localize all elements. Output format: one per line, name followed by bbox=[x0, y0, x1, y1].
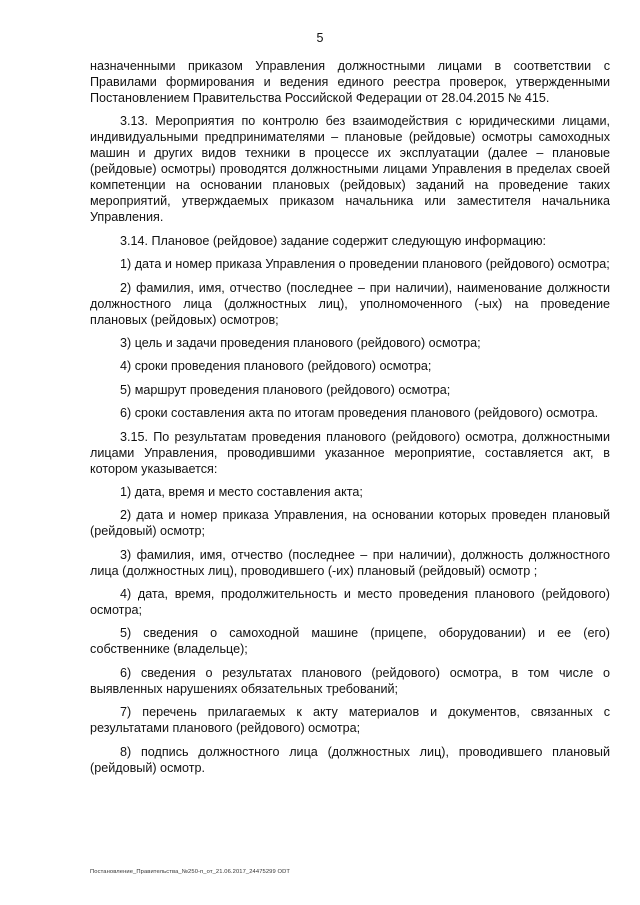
list-item: 5) сведения о самоходной машине (прицепе, оборудовании) и ее (его) собственнике (владельце); bbox=[90, 626, 610, 657]
paragraph-3-14: 3.14. Плановое (рейдовое) задание содержит следующую информацию: bbox=[120, 233, 547, 248]
list-item: 7) перечень прилагаемых к акту материалов и документов, связанных с результатами планового (рейдового) осмотра; bbox=[90, 705, 610, 736]
document-body bbox=[90, 58, 610, 783]
list-item: 3) фамилия, имя, отчество (последнее – при наличии), должность должностного лица (должностных лиц), проводившего (-их) плановый (рейдовый) осмотр ; bbox=[90, 547, 610, 578]
list-item: 1) дата и номер приказа Управления о проведении планового (рейдового) осмотра; bbox=[120, 257, 610, 272]
document-footer: Постановление_Правительства_№250-п_от_21.06.2017_24475299 ODT bbox=[90, 869, 291, 875]
page-number: 5 bbox=[316, 31, 324, 45]
list-item: 3) цель и задачи проведения планового (рейдового) осмотра; bbox=[120, 335, 481, 350]
list-item: 5) маршрут проведения планового (рейдового) осмотра; bbox=[120, 382, 451, 397]
list-item: 2) дата и номер приказа Управления, на основании которых проведен плановый (рейдовый) осмотр; bbox=[90, 508, 610, 539]
paragraph-3-13: 3.13. Мероприятия по контролю без взаимодействия с юридическими лицами, индивидуальными предпринимателями – плановые (рейдовые) осмотры самоходных машин и других видов техники в процессе их эксплуатации (далее – плановые (рейдовые) осмотры) проводятся должностными лицами Управления в пределах своей компетенции на основании плановых (рейдовых) заданий на проведение таких мероприятий, утверждаемых приказом начальника или заместителя начальника Управления. bbox=[90, 114, 610, 225]
list-item: 8) подпись должностного лица (должностных лиц), проводившего плановый (рейдовый) осмотр. bbox=[90, 744, 610, 775]
list-item: 6) сведения о результатах планового (рейдового) осмотра, в том числе о выявленных нарушениях обязательных требований; bbox=[90, 665, 610, 696]
list-item: 2) фамилия, имя, отчество (последнее – при наличии), наименование должности должностного лица (должностных лиц), уполномоченного (-ых) на проведение плановых (рейдовых) осмотров; bbox=[90, 280, 610, 327]
list-item: 1) дата, время и место составления акта; bbox=[120, 484, 363, 499]
list-item: 4) сроки проведения планового (рейдового) осмотра; bbox=[120, 359, 432, 374]
paragraph-3-15: 3.15. По результатам проведения планового (рейдового) осмотра, должностными лицами Управления, проводившими указанное мероприятие, составляется акт, в котором указывается: bbox=[90, 429, 610, 476]
list-item: 4) дата, время, продолжительность и место проведения планового (рейдового) осмотра; bbox=[90, 587, 610, 618]
list-item: 6) сроки составления акта по итогам проведения планового (рейдового) осмотра. bbox=[120, 406, 599, 421]
paragraph-continuation: назначенными приказом Управления должностными лицами в соответствии с Правилами формирования и ведения единого реестра проверок, утвержденными Постановлением Правительства Российской Федерации от 28.04.2015 № 415. bbox=[90, 59, 610, 105]
